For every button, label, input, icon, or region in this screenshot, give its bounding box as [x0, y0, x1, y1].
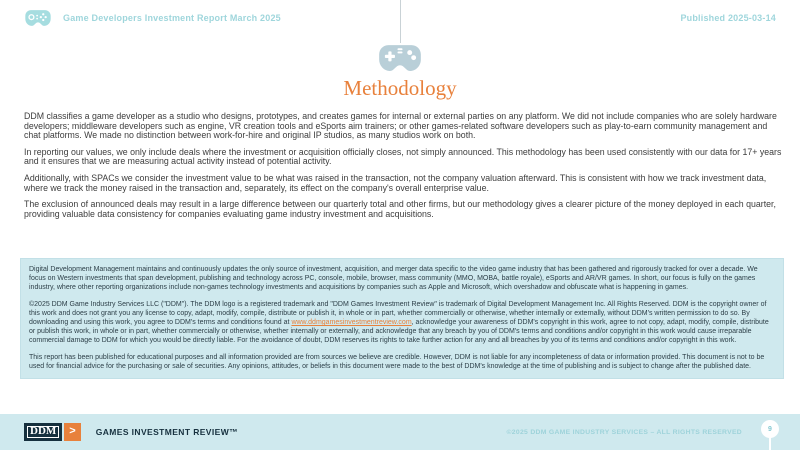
- ddm-logo-text: DDM: [24, 423, 62, 441]
- disclaimer-copyright-text: ©2025 DDM Game Industry Services LLC ("DDM"). The DDM logo is a registered trademark and "DDM Games Investment Review" is trademark of Digital Development Management Inc. All Rights Reserved. DDM is the copyright owner of this work and does not grant you any license to copy, adapt, modify, compile, distribute or publish it, in whole or in part, whether commercially or otherwise, whether internally or externally, without DDM's written permission to do so. By downloading and using this work, you agree to DDM's terms and conditions found at: [29, 301, 767, 326]
- gamepad-icon: [24, 7, 52, 29]
- terms-link[interactable]: www.ddmgamesinvestmentreview.com: [291, 319, 412, 326]
- section-title: Methodology: [343, 76, 457, 100]
- gamepad-icon: [377, 40, 423, 76]
- disclaimer-paragraph: [29, 300, 775, 345]
- body-paragraph: Additionally, with SPACs we consider the investment value to be what was raised in the transaction, not the company valuation afterward. This is consistent with how we track investment data, where we track the money raised in the transaction and, separately, its effect on the company's overall enterprise value.: [24, 172, 767, 193]
- footer-copyright: ©2025 DDM GAME INDUSTRY SERVICES – ALL RIGHTS RESERVED: [506, 428, 742, 436]
- header-left-group: [24, 7, 281, 29]
- chevron-right-icon: >: [64, 423, 80, 441]
- hanging-string: [400, 0, 401, 43]
- disclaimer-panel: [20, 258, 784, 379]
- page-number-string: [769, 437, 771, 450]
- page-footer: [0, 414, 800, 450]
- brand-name: GAMES INVESTMENT REVIEW™: [95, 427, 239, 437]
- ddm-logo: [24, 423, 81, 441]
- disclaimer-copyright-text-cont: , acknowledge your awareness of DDM's copyright in this work, agree to not copy, adapt, modify, compile, distribute or publish this work, in whole or in part, whether commercially or otherwise, whether internally or externally, and acknowledge that any breach by you of DDM's terms and conditions and/or copyright in this work would cause irreparable commercial damage to DDM for which you would be directly liable. For the avoidance of doubt, DDM reserves its rights to take further action for any and all breaches by you of its terms and conditions and/or copyright in this work.: [29, 319, 769, 344]
- body-paragraph: DDM classifies a game developer as a studio who designs, prototypes, and creates games for internal or external parties on any platform. We did not include companies who are solely hardware developers; middleware developers such as engine, VR creation tools and eSports aim trainers; or other games-related software developers such as play-to-earn community management and chat platforms. We made no distinction between work-for-hire and original IP studios, as many studios work on both.: [24, 111, 777, 141]
- disclaimer-paragraph: Digital Development Management maintains and continuously updates the only source of investment, acquisition, and merger data specific to the video game industry that has been gathered and rigorously tracked for over a decade. We focus on Western investments that span development, publishing and technology across PC, console, mobile, browser, mass community (MMO, MOBA, battle royale), eSports and AR/VR games. In short, our focus is fully on the games industry, where other reporting organizations include non-games technology investments and acquisitions by companies such as Apple and Microsoft, which overshadow and obfuscate what is happening in games.: [29, 266, 758, 291]
- disclaimer-paragraph: This report has been published for educational purposes and all information provided are from sources we believe are credible. However, DDM is not liable for any incompleteness of data or information provided. This document is not to be used for financial advice for the purchasing or sale of securities. Any opinions, attitudes, or beliefs in this document were made to the best of DDM's knowledge at the time of publishing and is subject to change after the published date.: [29, 354, 765, 370]
- methodology-body: [24, 112, 783, 226]
- body-paragraph: In reporting our values, we only include deals where the investment or acquisition officially closes, not simply announced. This methodology has been used consistently with our data for 17+ years and it ensures that we are measuring actual activity instead of potential activity.: [24, 146, 782, 167]
- report-title: Game Developers Investment Report March 2025: [63, 13, 281, 23]
- body-paragraph: The exclusion of announced deals may result in a large difference between our quarterly total and other firms, but our methodology gives a clearer picture of the money deployed in each quarter, providing valuable data consistency for companies evaluating game industry investment and acquisitions.: [24, 199, 776, 219]
- page-number-badge: 9: [761, 420, 779, 438]
- published-date: Published 2025-03-14: [680, 13, 776, 23]
